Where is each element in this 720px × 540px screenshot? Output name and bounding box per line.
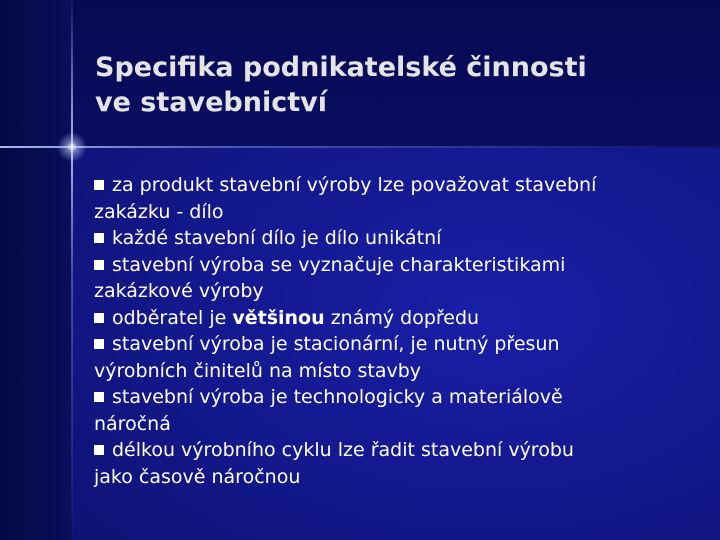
list-item-text: stavební výroba je technologicky a materiálově xyxy=(112,386,563,408)
list-item-text: náročná xyxy=(94,412,171,435)
decorative-horizontal-line xyxy=(0,146,720,148)
square-bullet-icon xyxy=(94,445,104,455)
crosshair-flare-icon xyxy=(57,132,87,162)
list-item-text: za produkt stavební výroby lze považovat stavební xyxy=(112,174,597,196)
title-line-1: Specifika podnikatelské činnosti xyxy=(95,52,587,83)
square-bullet-icon xyxy=(94,313,104,323)
list-item-text: zakázku - dílo xyxy=(94,200,224,223)
list-item-text: výrobních činitelů na místo stavby xyxy=(94,359,422,382)
list-item-text: jako časově náročnou xyxy=(94,465,301,488)
list-item-text: zakázkové výroby xyxy=(94,280,264,302)
decorative-vertical-line xyxy=(71,0,73,540)
list-item-text: stavební výroba je stacionární, je nutný přesun xyxy=(112,333,560,355)
list-item xyxy=(94,305,694,332)
slide-title xyxy=(95,50,695,120)
list-item xyxy=(94,331,694,384)
list-item-text: každé stavební dílo je dílo unikátní xyxy=(112,227,442,249)
square-bullet-icon xyxy=(94,233,104,243)
list-item xyxy=(94,252,694,305)
emphasized-word: většinou xyxy=(232,306,325,329)
square-bullet-icon xyxy=(94,392,104,402)
title-line-2: ve stavebnictví xyxy=(95,87,327,118)
list-item-text: známý dopředu xyxy=(324,306,480,329)
list-item xyxy=(94,172,694,225)
list-item xyxy=(94,225,694,252)
square-bullet-icon xyxy=(94,339,104,349)
list-item-text: stavební výroba se vyznačuje charakteristikami xyxy=(112,253,566,276)
square-bullet-icon xyxy=(94,260,104,270)
bullet-list xyxy=(94,172,694,490)
left-band xyxy=(0,0,72,540)
list-item-text: odběratel je xyxy=(112,306,233,329)
list-item-text: délkou výrobního cyklu lze řadit stavební výrobu xyxy=(112,439,574,461)
list-item xyxy=(94,437,694,490)
square-bullet-icon xyxy=(94,180,104,190)
list-item xyxy=(94,384,694,437)
